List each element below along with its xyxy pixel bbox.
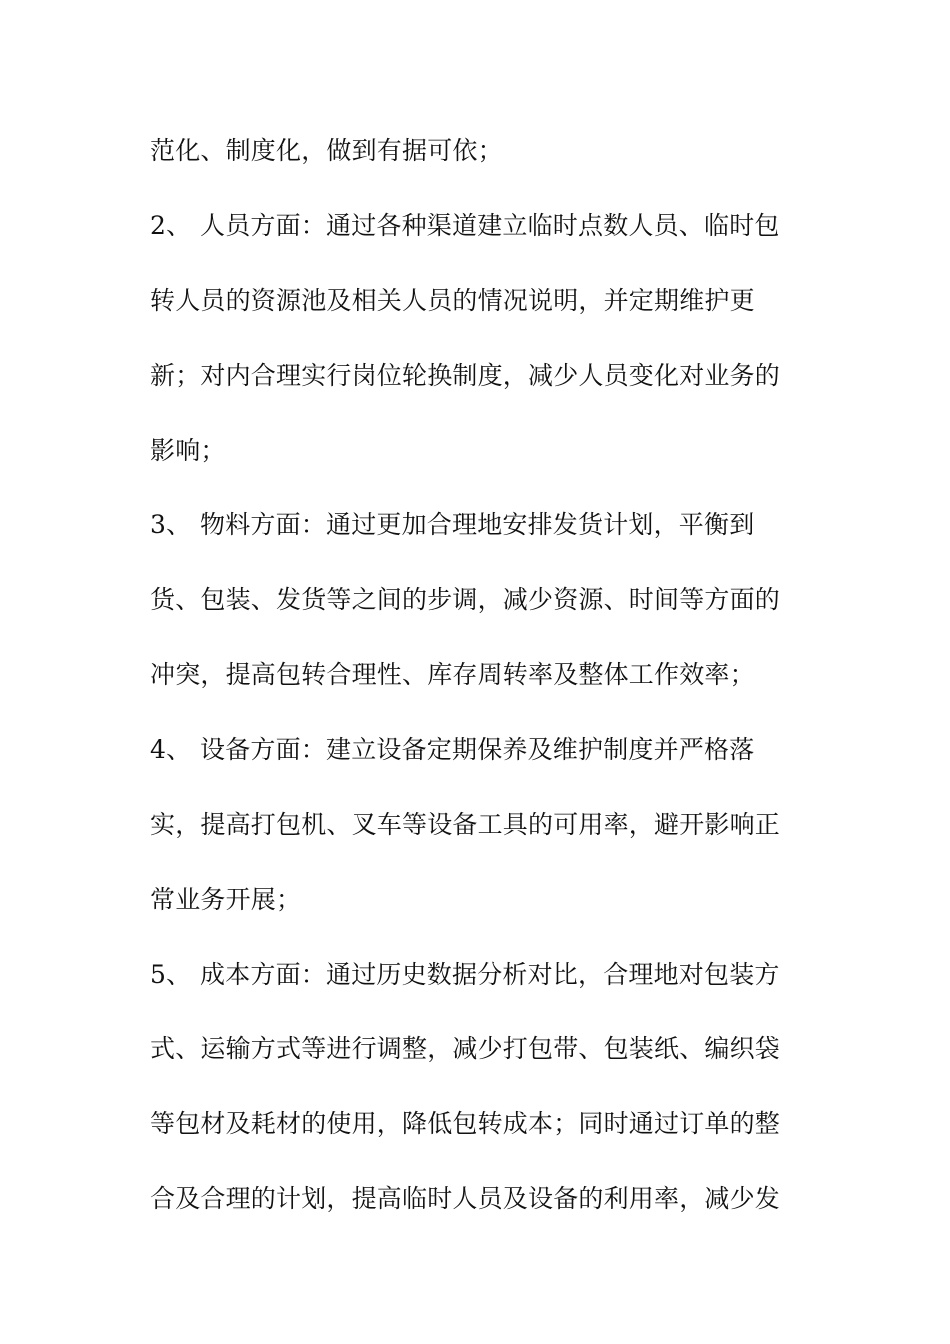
text-line: 常业务开展； [150, 885, 302, 914]
list-item-2: 2、 人员方面：通过各种渠道建立临时点数人员、临时包 [150, 211, 780, 240]
text-line: 合及合理的计划，提高临时人员及设备的利用率，减少发 [150, 1184, 781, 1213]
text-line: 新；对内合理实行岗位轮换制度，减少人员变化对业务的 [150, 361, 781, 390]
list-item-4: 4、 设备方面：建立设备定期保养及维护制度并严格落 [150, 735, 755, 764]
text-line: 等包材及耗材的使用，降低包转成本；同时通过订单的整 [150, 1109, 781, 1138]
text-line: 影响； [150, 436, 226, 465]
list-number: 5、 [150, 960, 192, 989]
list-item-5: 5、 成本方面：通过历史数据分析对比，合理地对包装方 [150, 960, 780, 989]
text-line: 式、运输方式等进行调整，减少打包带、包装纸、编织袋 [150, 1034, 781, 1063]
text-line: 货、包装、发货等之间的步调，减少资源、时间等方面的 [150, 585, 781, 614]
list-item-3: 3、 物料方面：通过更加合理地安排发货计划，平衡到 [150, 510, 755, 539]
text-line: 转人员的资源池及相关人员的情况说明，并定期维护更 [150, 286, 755, 315]
text-line: 冲突，提高包转合理性、库存周转率及整体工作效率； [150, 660, 755, 689]
list-number: 4、 [150, 735, 192, 764]
text-line: 范化、制度化，做到有据可依； [150, 136, 503, 165]
text-line: 实，提高打包机、叉车等设备工具的可用率，避开影响正 [150, 810, 781, 839]
list-number: 3、 [150, 510, 192, 539]
list-number: 2、 [150, 211, 192, 240]
